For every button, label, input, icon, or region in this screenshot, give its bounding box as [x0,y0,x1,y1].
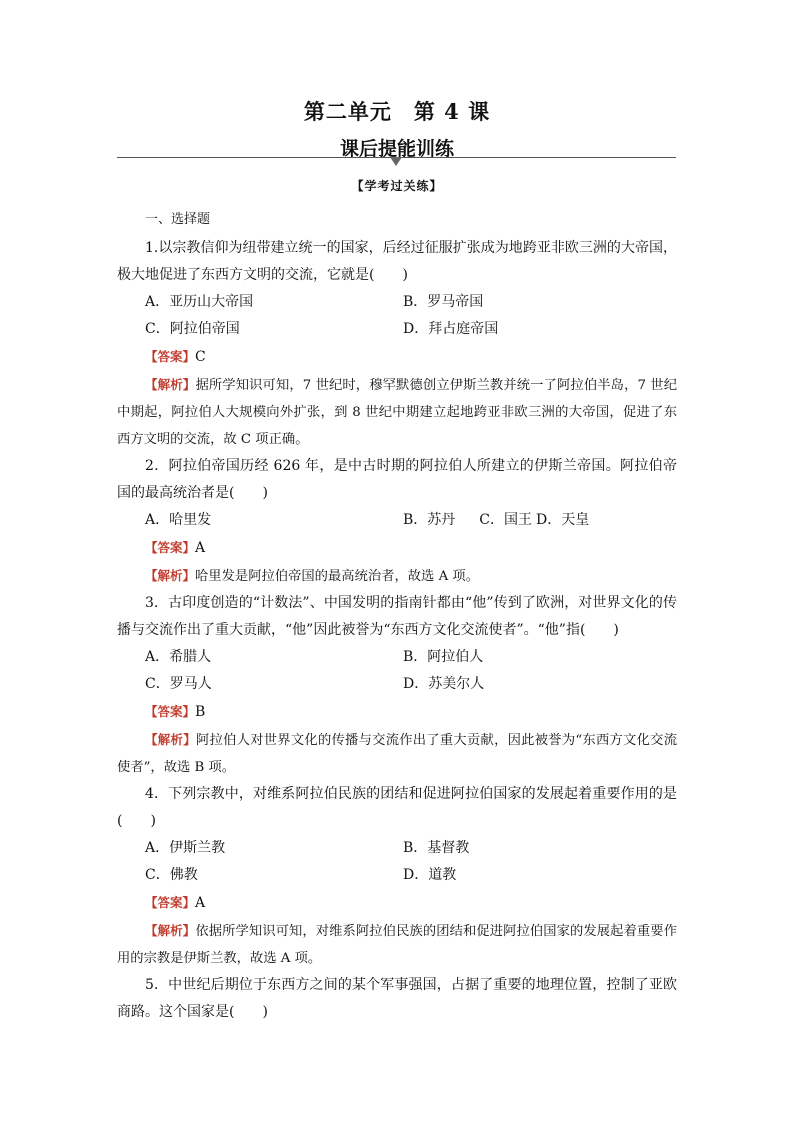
question-3-answer [117,698,677,726]
answer-tag: 【答案】 [145,540,196,555]
question-2-option-d: D．天皇 [536,512,590,528]
question-4-options-row-1 [117,835,677,862]
question-content [117,206,677,1026]
analysis-tag: 【解析】 [145,923,196,938]
question-4-stem: 4．下列宗教中，对维系阿拉伯民族的团结和促进阿拉伯国家的发展起着重要作用的是( ) [117,786,677,829]
question-1-option-a: A．亚历山大帝国 [145,294,254,310]
question-2-analysis [117,562,677,590]
answer-tag: 【答案】 [145,704,196,719]
question-2-option-c: C．国王 [479,512,533,528]
question-4-option-c: C．佛教 [145,867,198,883]
question-3-option-c: C．罗马人 [145,676,212,692]
question-4-answer [117,889,677,917]
question-5-stem: 5．中世纪后期位于东西方之间的某个军事强国，占据了重要的地理位置，控制了亚欧商路。这个国家是( ) [117,977,677,1020]
question-3-option-a: A．希腊人 [145,649,212,665]
question-2-analysis-text: 哈里发是阿拉伯帝国的最高统治者，故选 A 项。 [195,569,480,584]
question-3-stem: 3．古印度创造的“计数法”、中国发明的指南针都由“他”传到了欧洲，对世界文化的传播与交流作出了重大贡献，“他”因此被誉为“东西方文化交流使者”。“他”指( ) [117,595,677,638]
question-3-option-d: D．苏美尔人 [403,676,485,692]
question-2-option-b: B．苏丹 [403,512,456,528]
question-3-options-row-2 [117,671,677,698]
question-4-analysis-text: 依据所学知识可知，对维系阿拉伯民族的团结和促进阿拉伯国家的发展起着重要作用的宗教是伊斯兰教，故选 A 项。 [117,924,677,966]
question-4-analysis [117,917,677,972]
question-4-option-a: A．伊斯兰教 [145,840,226,856]
question-1-option-c: C．阿拉伯帝国 [145,321,240,337]
question-3-answer-value: B [195,704,206,720]
question-2-stem: 2．阿拉伯帝国历经 626 年，是中古时期的阿拉伯人所建立的伊斯兰帝国。阿拉伯帝国的最高统治者是( ) [117,458,677,501]
question-1-options-row-2 [117,316,677,343]
answer-tag: 【答案】 [145,349,196,364]
page-title: 第二单元 第 4 课 [303,99,491,124]
analysis-tag: 【解析】 [145,377,196,392]
question-1-option-d: D．拜占庭帝国 [403,321,499,337]
page-subtitle: 课后提能训练 [339,138,454,160]
section-tag: 【学考过关练】 [351,179,443,193]
question-4-answer-value: A [195,895,206,911]
question-2-answer-value: A [195,540,206,556]
analysis-tag: 【解析】 [145,732,197,747]
question-4-option-d: D．道教 [403,867,457,883]
question-1-answer [117,343,677,371]
divider-triangle-icon [390,157,402,166]
question-2-answer [117,534,677,562]
question-3-option-b: B．阿拉伯人 [403,649,484,665]
question-1-analysis [117,371,677,453]
question-4-option-b: B．基督教 [403,840,470,856]
question-1-answer-value: C [195,349,206,365]
question-1-option-b: B．罗马帝国 [403,294,484,310]
question-2-option-a: A．哈里发 [145,512,212,528]
analysis-tag: 【解析】 [145,568,196,583]
question-2-options-row [117,507,677,534]
question-1-stem: 1.以宗教信仰为纽带建立统一的国家，后经过征服扩张成为地跨亚非欧三洲的大帝国，极大地促进了东西方文明的交流，它就是( ) [117,240,677,283]
question-3-options-row-1 [117,644,677,671]
section-heading: 一、选择题 [145,212,211,227]
answer-tag: 【答案】 [145,895,196,910]
question-3-analysis-text: 阿拉伯人对世界文化的传播与交流作出了重大贡献，因此被誉为“东西方文化交流使者”，故选 B 项。 [117,733,677,775]
question-4-options-row-2 [117,862,677,889]
question-1-options-row-1 [117,289,677,316]
question-3-analysis [117,726,677,781]
question-1-analysis-text: 据所学知识可知，7 世纪时，穆罕默德创立伊斯兰教并统一了阿拉伯半岛，7 世纪中期起，阿拉伯人大规模向外扩张，到 8 世纪中期建立起地跨亚非欧三洲的大帝国，促进了东西方文明的交流，故 C 项正确。 [117,378,677,447]
